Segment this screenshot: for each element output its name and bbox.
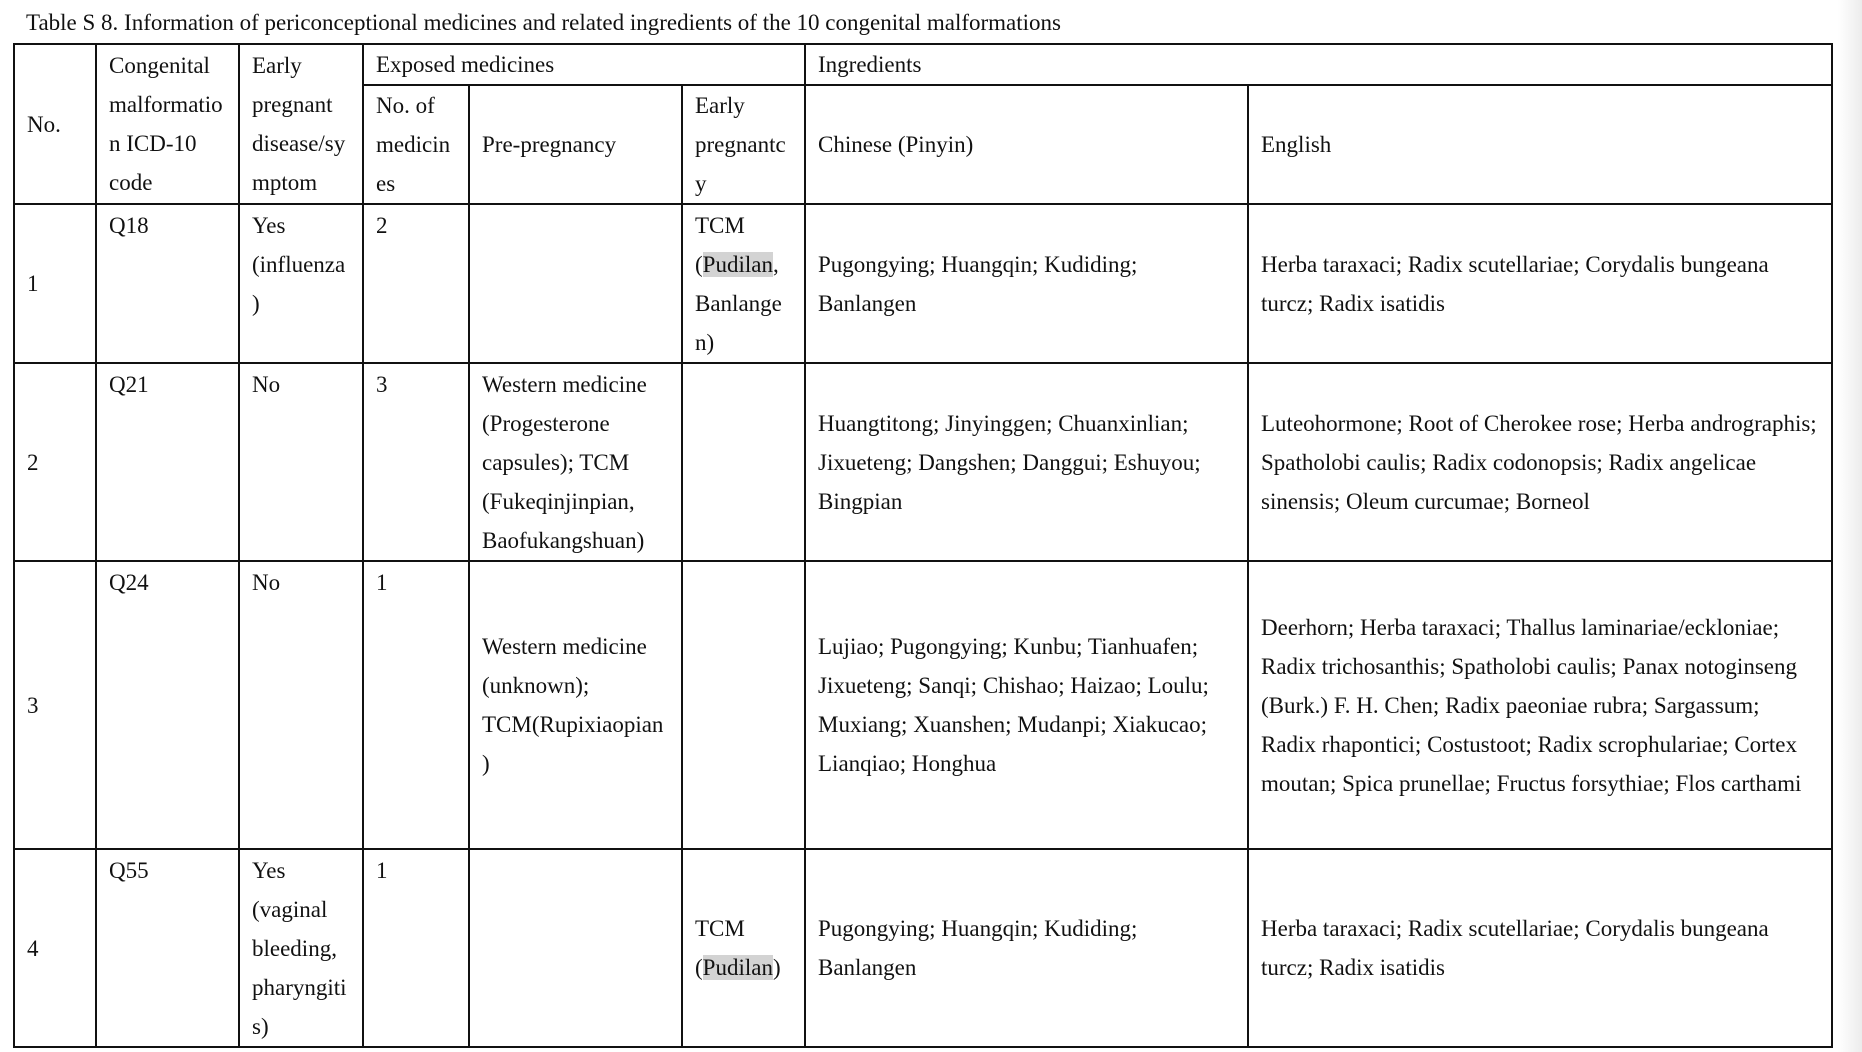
row-num-medicines: 1 — [363, 849, 469, 1047]
header-ingredients: Ingredients — [805, 44, 1832, 85]
row-disease: Yes (vaginal bleeding, pharyngitis) — [239, 849, 363, 1047]
row-no: 2 — [14, 363, 96, 561]
row-no: 1 — [14, 204, 96, 363]
highlighted-text: Pudilan — [702, 955, 773, 980]
row-code: Q18 — [96, 204, 239, 363]
row-english: Herba taraxaci; Radix scutellariae; Corydalis bungeana turcz; Radix isatidis — [1248, 849, 1832, 1047]
table-row — [14, 849, 1832, 1047]
page-edge-shadow — [1838, 0, 1862, 1052]
row-pre-pregnancy: Western medicine (Progesterone capsules); TCM (Fukeqinjinpian, Baofukangshuan) — [469, 363, 682, 561]
row-num-medicines: 3 — [363, 363, 469, 561]
table-row — [14, 363, 1832, 561]
header-english: English — [1248, 85, 1832, 204]
early-text: ) — [772, 955, 781, 980]
row-english: Luteohormone; Root of Cherokee rose; Herba andrographis; Spatholobi caulis; Radix codonopsis; Radix angelicae sinensis; Oleum curcumae; Borneol — [1248, 363, 1832, 561]
row-code: Q21 — [96, 363, 239, 561]
header-chinese: Chinese (Pinyin) — [805, 85, 1248, 204]
early-text: , Banlangen) — [695, 252, 782, 355]
row-chinese: Pugongying; Huangqin; Kudiding; Banlangen — [805, 204, 1248, 363]
row-no: 3 — [14, 561, 96, 849]
row-early-pregnancy — [682, 363, 805, 561]
header-disease: Early pregnant disease/symptom — [239, 44, 363, 204]
row-chinese: Huangtitong; Jinyinggen; Chuanxinlian; Jixueteng; Dangshen; Danggui; Eshuyou; Bingpian — [805, 363, 1248, 561]
row-num-medicines: 1 — [363, 561, 469, 849]
highlighted-text: Pudilan — [702, 252, 773, 277]
medicines-table — [13, 43, 1833, 1048]
header-row-1 — [14, 44, 1832, 85]
row-pre-pregnancy — [469, 849, 682, 1047]
table-caption: Table S 8. Information of periconceptional medicines and related ingredients of the 10 congenital malformations — [26, 10, 1061, 35]
early-text: TCM ( — [695, 213, 745, 277]
row-disease: Yes (influenza) — [239, 204, 363, 363]
row-early-pregnancy — [682, 561, 805, 849]
table-row — [14, 204, 1832, 363]
row-no: 4 — [14, 849, 96, 1047]
row-code: Q24 — [96, 561, 239, 849]
header-early-pregnancy: Early pregnantcy — [682, 85, 805, 204]
header-num-medicines: No. of medicines — [363, 85, 469, 204]
row-chinese: Lujiao; Pugongying; Kunbu; Tianhuafen; Jixueteng; Sanqi; Chishao; Haizao; Loulu; Muxiang; Xuanshen; Mudanpi; Xiakucao; Lianqiao; Honghua — [805, 561, 1248, 849]
early-text: TCM ( — [695, 916, 745, 980]
row-english: Herba taraxaci; Radix scutellariae; Corydalis bungeana turcz; Radix isatidis — [1248, 204, 1832, 363]
row-code: Q55 — [96, 849, 239, 1047]
row-early-pregnancy — [682, 204, 805, 363]
row-disease: No — [239, 363, 363, 561]
row-chinese: Pugongying; Huangqin; Kudiding; Banlangen — [805, 849, 1248, 1047]
row-english: Deerhorn; Herba taraxaci; Thallus laminariae/eckloniae; Radix trichosanthis; Spatholobi caulis; Panax notoginseng (Burk.) F. H. Chen; Radix paeoniae rubra; Sargassum; Radix rhapontici; Costustoot; Radix scrophulariae; Cortex moutan; Spica prunellae; Fructus forsythiae; Flos carthami — [1248, 561, 1832, 849]
row-early-pregnancy — [682, 849, 805, 1047]
row-pre-pregnancy: Western medicine (unknown); TCM(Rupixiaopian) — [469, 561, 682, 849]
header-exposed-medicines: Exposed medicines — [363, 44, 805, 85]
row-pre-pregnancy — [469, 204, 682, 363]
header-no: No. — [14, 44, 96, 204]
row-disease: No — [239, 561, 363, 849]
row-num-medicines: 2 — [363, 204, 469, 363]
header-code: Congenital malformation ICD-10 code — [96, 44, 239, 204]
header-pre-pregnancy: Pre-pregnancy — [469, 85, 682, 204]
table-row — [14, 561, 1832, 849]
